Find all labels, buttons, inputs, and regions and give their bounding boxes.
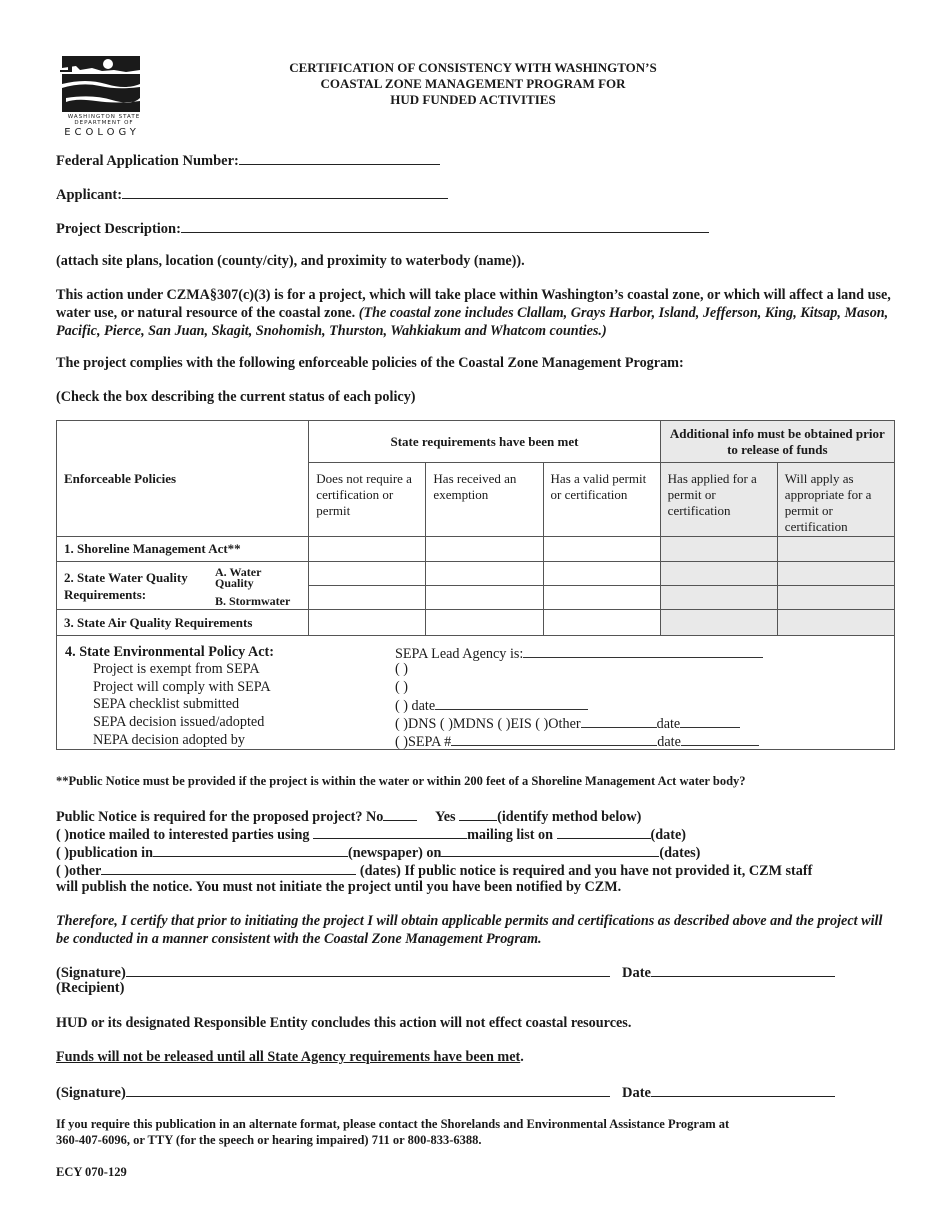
other-label: ( )other	[56, 863, 102, 879]
publish-notice-line: will publish the notice. You must not initiate the project until you have been notified by CZM.	[56, 879, 622, 895]
mailing-date-label: (date)	[650, 827, 687, 843]
sepa-item: SEPA checklist submitted	[93, 696, 240, 712]
recipient-date-input[interactable]	[651, 962, 835, 977]
applicant-input[interactable]	[122, 183, 448, 199]
sepa-section	[56, 636, 895, 750]
sepa-number-input[interactable]	[451, 732, 657, 746]
publication-dates-label: (dates)	[659, 845, 701, 861]
sepa-lead-agency	[395, 644, 763, 663]
sepa-checklist-checkbox[interactable]: ( ) date	[395, 698, 436, 714]
table-row	[57, 562, 895, 586]
ecology-logo	[56, 54, 148, 140]
sepa-decision-checkboxes[interactable]: ( )DNS ( )MDNS ( )EIS ( )Other	[395, 716, 581, 732]
col-applied-permit: Has applied for a permit or certification	[660, 463, 777, 537]
alternate-format-notice	[56, 1116, 729, 1148]
recipient-signature-input[interactable]	[126, 962, 610, 977]
checkbox-cell[interactable]	[660, 610, 777, 636]
col-valid-permit: Has a valid permit or certification	[543, 463, 660, 537]
date-label: Date	[622, 1085, 651, 1101]
checkbox-cell[interactable]	[777, 537, 894, 562]
hud-date-input[interactable]	[651, 1082, 835, 1097]
date-label: Date	[622, 965, 651, 981]
water-quality-cell	[57, 562, 309, 610]
public-notice-footnote: **Public Notice must be provided if the project is within the water or within 200 feet of a Shoreline Management Act water body?	[56, 774, 746, 788]
water-quality-label: 2. State Water Quality Requirements:	[64, 570, 188, 602]
project-description-field	[56, 217, 709, 238]
form-number: ECY 070-129	[56, 1165, 127, 1179]
sepa-item: NEPA decision adopted by	[93, 732, 245, 748]
signature-label: (Signature)	[56, 1085, 126, 1101]
project-description-label: Project Description:	[56, 221, 181, 237]
enforceable-policies-header: Enforceable Policies	[57, 421, 309, 537]
sepa-item: Project will comply with SEPA	[93, 679, 271, 695]
title-line-3: HUD FUNDED ACTIVITIES	[390, 92, 556, 107]
page-title	[240, 60, 706, 108]
checkbox-cell[interactable]	[426, 562, 543, 586]
checkbox-cell[interactable]	[543, 537, 660, 562]
certify-text: Therefore, I certify that prior to initiating the project I will obtain applicable permits and certifications as described above and the project will be conducted in a manner consistent with the Coastal Zone Management Program	[56, 913, 883, 947]
checkbox-cell[interactable]	[543, 562, 660, 586]
title-line-2: COASTAL ZONE MANAGEMENT PROGRAM FOR	[320, 76, 626, 91]
public-notice-yes-input[interactable]	[459, 806, 497, 821]
applicant-label: Applicant:	[56, 187, 123, 203]
sepa-lead-agency-input[interactable]	[523, 644, 763, 658]
checkbox-cell[interactable]	[426, 586, 543, 610]
certify-statement: Therefore, I certify that prior to initiating the project I will obtain applicable permits and certifications as described above and the project will be conducted in a manner consistent with the Coastal Zone Management Program.	[56, 913, 883, 947]
air-quality-label: 3. State Air Quality Requirements	[57, 610, 309, 636]
logo-ecology-text: ECOLOGY	[64, 127, 140, 138]
hud-signature-input[interactable]	[126, 1082, 610, 1097]
col-no-certification: Does not require a certification or permit	[309, 463, 426, 537]
public-notice-identify: (identify method below)	[497, 809, 642, 825]
title-line-1: CERTIFICATION OF CONSISTENCY WITH WASHINGTON’S	[289, 60, 657, 75]
alternate-format-line-2: 360-407-6096, or TTY (for the speech or hearing impaired) 711 or 800-833-6388.	[56, 1133, 482, 1147]
checkbox-cell[interactable]	[426, 537, 543, 562]
checkbox-cell[interactable]	[777, 610, 894, 636]
federal-application-number-label: Federal Application Number:	[56, 153, 239, 169]
mailing-list-on-label: mailing list on	[467, 827, 553, 843]
applicant-field	[56, 183, 448, 204]
checkbox-cell[interactable]	[309, 610, 426, 636]
col-will-apply: Will apply as appropriate for a permit or certification	[777, 463, 894, 537]
notice-mailed-line	[56, 824, 906, 844]
nepa-sepa-number	[395, 732, 759, 751]
checkbox-cell[interactable]	[777, 586, 894, 610]
hud-signature-field	[56, 1082, 610, 1102]
sepa-decision-options	[395, 714, 740, 733]
publication-line	[56, 842, 906, 862]
checkbox-cell[interactable]	[309, 537, 426, 562]
recipient-label: (Recipient)	[56, 980, 125, 996]
checkbox-cell[interactable]	[426, 610, 543, 636]
mailing-list-input[interactable]	[313, 824, 467, 839]
hud-statement: HUD or its designated Responsible Entity concludes this action will not effect coastal resources.	[56, 1015, 632, 1031]
checkbox-cell[interactable]	[660, 586, 777, 610]
checkbox-cell[interactable]	[777, 562, 894, 586]
funds-text: Funds will not be released until all State Agency requirements have been met	[56, 1049, 521, 1065]
publication-in-label: ( )publication in	[56, 845, 153, 861]
table-row	[57, 537, 895, 562]
col-exemption: Has received an exemption	[426, 463, 543, 537]
sepa-decision-date-label: date	[656, 716, 681, 732]
sepa-heading: 4. State Environmental Policy Act:	[65, 644, 274, 660]
shoreline-management-act-label: 1. Shoreline Management Act**	[57, 537, 309, 562]
sepa-comply-checkbox[interactable]: ( )	[395, 679, 408, 695]
attach-note: (attach site plans, location (county/city), and proximity to waterbody (name)).	[56, 253, 525, 269]
coastal-zone-counties: (The coastal zone includes Clallam, Grays Harbor, Island, Jefferson, King, Kitsap, Mason, Pacific, Pierce, San Juan, Skagit, Snohomish, Thurston, Wahkiakum and Whatcom counties.)	[56, 305, 889, 339]
sepa-decision-date-input[interactable]	[680, 714, 740, 728]
newspaper-input[interactable]	[153, 842, 348, 857]
federal-application-number-input[interactable]	[239, 149, 440, 165]
checkbox-cell[interactable]	[660, 562, 777, 586]
sepa-exempt-checkbox[interactable]: ( )	[395, 661, 408, 677]
other-line	[56, 860, 906, 880]
public-notice-yes-label: Yes	[435, 809, 456, 825]
nepa-date-label: date	[657, 734, 681, 750]
hud-date-field	[622, 1082, 835, 1102]
public-notice-question-text: Public Notice is required for the proposed project? No	[56, 809, 384, 825]
sepa-other-input[interactable]	[581, 714, 657, 728]
enforceable-policies-table	[56, 420, 895, 636]
other-tail-text: (dates) If public notice is required and you have not provided it, CZM staff	[359, 863, 813, 879]
sepa-item: SEPA decision issued/adopted	[93, 714, 265, 730]
check-instruction: (Check the box describing the current status of each policy)	[56, 389, 416, 405]
checkbox-cell[interactable]	[309, 562, 426, 586]
funds-statement: Funds will not be released until all State Agency requirements have been met.	[56, 1049, 524, 1065]
other-input[interactable]	[101, 860, 356, 875]
sepa-item: Project is exempt from SEPA	[93, 661, 260, 677]
alternate-format-line-1: If you require this publication in an alternate format, please contact the Shorelands and Environmental Assistance Program at	[56, 1117, 730, 1131]
recipient-signature-field	[56, 962, 610, 982]
table-row	[57, 610, 895, 636]
publication-dates-input[interactable]	[441, 842, 659, 857]
signature-label: (Signature)	[56, 965, 126, 981]
nepa-sepa-checkbox[interactable]: ( )SEPA #	[395, 734, 452, 750]
state-requirements-met-header: State requirements have been met	[309, 421, 660, 463]
recipient-date-field	[622, 962, 835, 982]
mailing-date-input[interactable]	[557, 824, 651, 839]
action-text: This action under CZMA§307(c)(3) is for a project, which will take place within Washington’s coastal zone, or which will affect a land use, water use, or natural resource of the coastal zone.	[56, 287, 891, 321]
action-paragraph	[56, 286, 896, 340]
water-quality-sub-b: B. Stormwater	[215, 594, 291, 608]
project-description-input[interactable]	[181, 217, 709, 233]
federal-application-number-field	[56, 149, 440, 170]
sepa-checklist-date	[395, 696, 588, 715]
logo-small-text: WASHINGTON STATE DEPARTMENT OF	[67, 114, 141, 126]
complies-text: The project complies with the following enforceable policies of the Coastal Zone Management Program:	[56, 355, 684, 371]
water-quality-sub-a: A. Water Quality	[215, 565, 262, 590]
checkbox-cell[interactable]	[543, 586, 660, 610]
sepa-lead-agency-label: SEPA Lead Agency is:	[395, 646, 524, 662]
checkbox-cell[interactable]	[543, 610, 660, 636]
public-notice-question	[56, 806, 906, 826]
sepa-checklist-date-input[interactable]	[435, 696, 588, 710]
checkbox-cell[interactable]	[309, 586, 426, 610]
notice-mailed-label: ( )notice mailed to interested parties using	[56, 827, 310, 843]
additional-info-header: Additional info must be obtained prior to release of funds	[660, 421, 894, 463]
newspaper-on-label: (newspaper) on	[347, 845, 442, 861]
checkbox-cell[interactable]	[660, 537, 777, 562]
public-notice-no-input[interactable]	[383, 806, 417, 821]
nepa-date-input[interactable]	[681, 732, 759, 746]
